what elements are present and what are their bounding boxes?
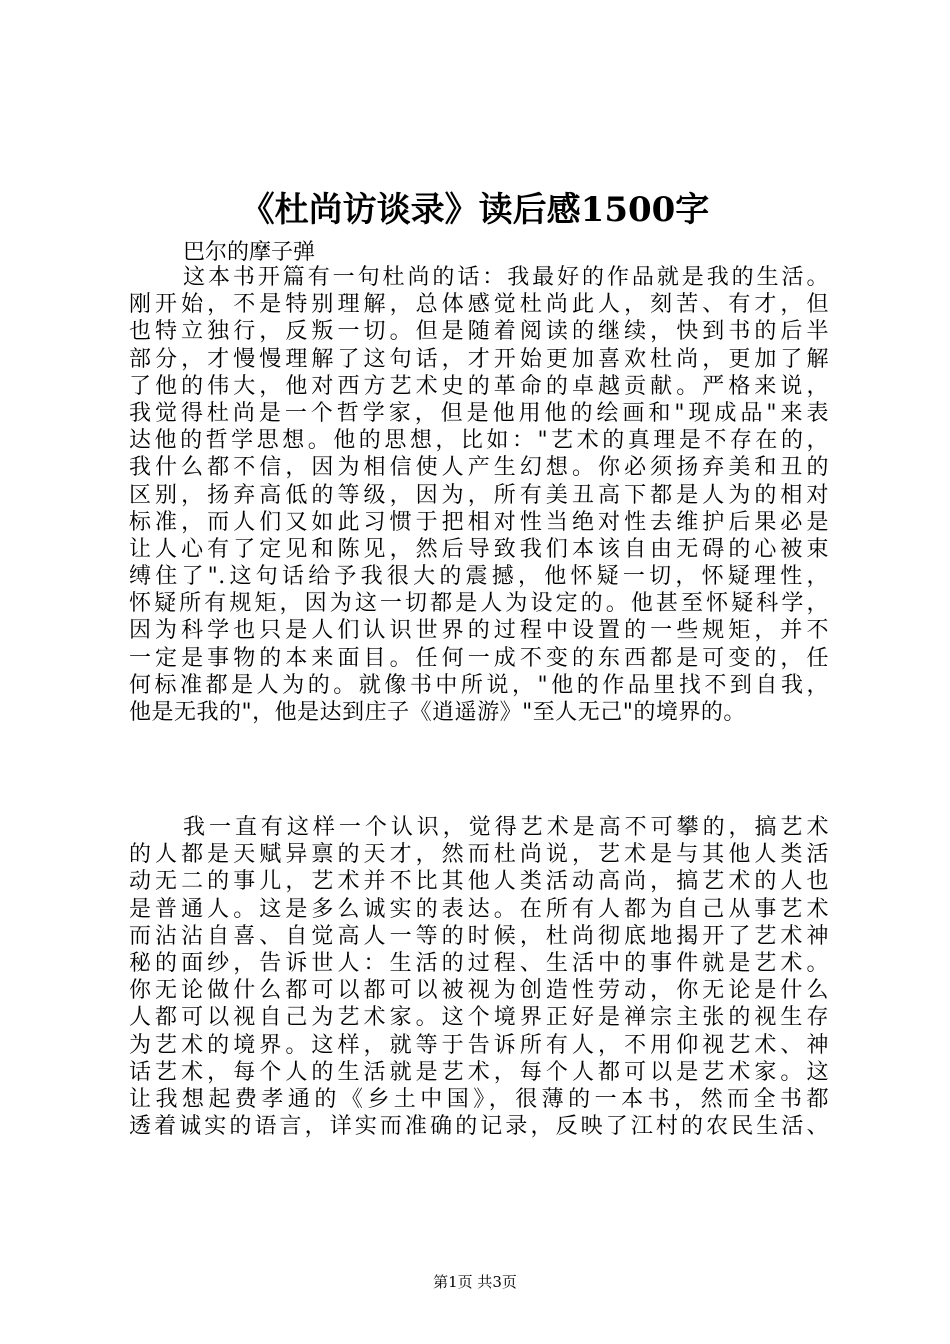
paragraph-line: 这本书开篇有一句杜尚的话：我最好的作品就是我的生活。 — [183, 265, 829, 290]
paragraph-line: 让人心有了定见和陈见，然后导致我们本该自由无碍的心被束 — [129, 536, 829, 562]
paragraph-line: 了他的伟大，他对西方艺术史的革命的卓越贡献。严格来说， — [129, 373, 829, 399]
paragraph-line: 话艺术，每个人的生活就是艺术，每个人都可以是艺术家。这 — [129, 1059, 829, 1085]
paragraph-2 — [129, 814, 829, 1140]
paragraph-line: 为艺术的境界。这样，就等于告诉所有人，不用仰视艺术、神 — [129, 1032, 829, 1058]
paragraph-line: 刚开始，不是特别理解，总体感觉杜尚此人，刻苦、有才，但 — [129, 292, 829, 318]
paragraph-line: 标准，而人们又如此习惯于把相对性当绝对性去维护后果必是 — [129, 509, 829, 535]
author-name: 巴尔的摩子弹 — [183, 240, 316, 265]
paragraph-line: 也特立独行，反叛一切。但是随着阅读的继续，快到书的后半 — [129, 319, 829, 345]
paragraph-line: 何标准都是人为的。就像书中所说，"他的作品里找不到自我， — [129, 672, 829, 698]
document-title: 《杜尚访谈录》读后感1500字 — [240, 190, 710, 230]
paragraph-line: 而沾沾自喜、自觉高人一等的时候，杜尚彻底地揭开了艺术神 — [129, 923, 829, 949]
paragraph-line: 秘的面纱，告诉世人：生活的过程、生活中的事件就是艺术。 — [129, 950, 829, 976]
paragraph-line: 因为科学也只是人们认识世界的过程中设置的一些规矩，并不 — [129, 618, 829, 644]
paragraph-line: 他是无我的"，他是达到庄子《逍遥游》"至人无己"的境界的。 — [129, 700, 746, 725]
paragraph-line: 人都可以视自己为艺术家。这个境界正好是禅宗主张的视生存 — [129, 1005, 829, 1031]
paragraph-line: 让我想起费孝通的《乡土中国》，很薄的一本书，然而全书都 — [129, 1086, 829, 1112]
paragraph-line: 怀疑所有规矩，因为这一切都是人为设定的。他甚至怀疑科学， — [129, 591, 829, 617]
page-footer: 第1页 共3页 — [433, 1273, 517, 1291]
paragraph-line: 缚住了".这句话给予我很大的震撼，他怀疑一切，怀疑理性， — [129, 564, 829, 590]
paragraph-line: 的人都是天赋异禀的天才，然而杜尚说，艺术是与其他人类活 — [129, 842, 829, 868]
paragraph-line: 透着诚实的语言，详实而准确的记录，反映了江村的农民生活、 — [129, 1114, 829, 1140]
paragraph-line: 部分，才慢慢理解了这句话，才开始更加喜欢杜尚，更加了解 — [129, 346, 829, 372]
paragraph-line: 一定是事物的本来面目。任何一成不变的东西都是可变的，任 — [129, 645, 829, 671]
paragraph-line: 动无二的事儿，艺术并不比其他人类活动高尚，搞艺术的人也 — [129, 869, 829, 895]
paragraph-line: 你无论做什么都可以都可以被视为创造性劳动，你无论是什么 — [129, 978, 829, 1004]
paragraph-line: 我觉得杜尚是一个哲学家，但是他用他的绘画和"现成品"来表 — [129, 400, 829, 426]
paragraph-line: 是普通人。这是多么诚实的表达。在所有人都为自己从事艺术 — [129, 896, 829, 922]
paragraph-line: 达他的哲学思想。他的思想，比如："艺术的真理是不存在的， — [129, 428, 829, 454]
paragraph-line: 我一直有这样一个认识，觉得艺术是高不可攀的，搞艺术 — [183, 815, 829, 840]
paragraph-line: 我什么都不信，因为相信使人产生幻想。你必须扬弃美和丑的 — [129, 455, 829, 481]
paragraph-line: 区别，扬弃高低的等级，因为，所有美丑高下都是人为的相对 — [129, 482, 829, 508]
paragraph-1 — [129, 264, 829, 726]
